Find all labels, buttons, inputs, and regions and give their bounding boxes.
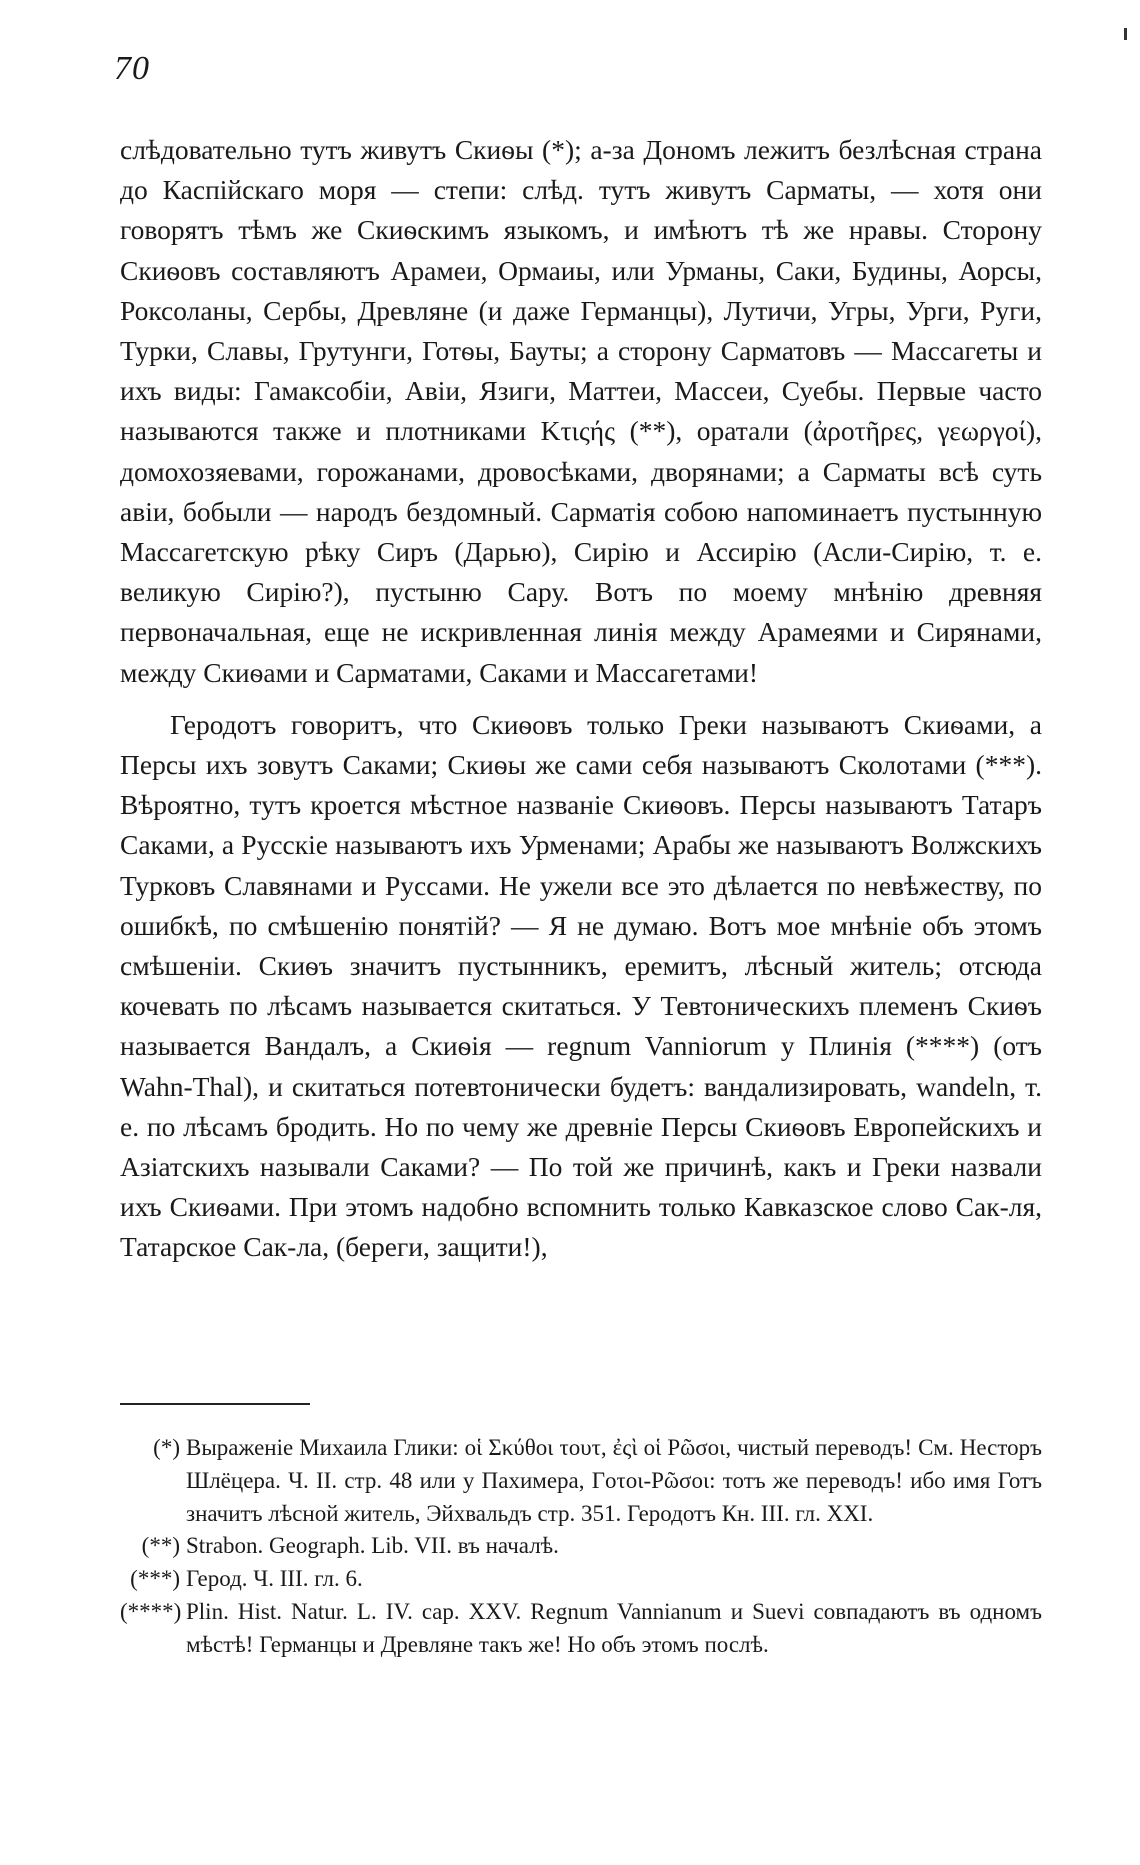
margin-mark	[1124, 28, 1127, 40]
body-text	[120, 130, 1042, 1268]
paragraph-1: слѣдовательно тутъ живутъ Скиѳы (*); а-за Дономъ лежитъ безлѣсная страна до Каспійскаго моря — степи: слѣд. тутъ живутъ Сарматы, — хотя они говорятъ тѣмъ же Скиѳскимъ языкомъ, и имѣютъ тѣ же нравы. Сторону Скиѳовъ составляютъ Арамеи, Ормаиы, или Урманы, Саки, Будины, Аорсы, Роксоланы, Сербы, Древляне (и даже Германцы), Лутичи, Угры, Урги, Руги, Турки, Славы, Грутунги, Готѳы, Бауты; а сторону Сарматовъ — Массагеты и ихъ виды: Гамаксобіи, Авіи, Язиги, Маттеи, Массеи, Суебы. Первые часто называются также и плотниками Κτιςής (**), оратали (ἀροτῆρες, γεωργοί), домохозяевами, горожанами, дровосѣками, дворянами; а Сарматы всѣ суть авіи, бобыли — народъ бездомный. Сарматія собою напоминаетъ пустынную Массагетскую рѣку Сиръ (Дарью), Сирію и Ассирію (Асли-Сирію, т. е. великую Сирію?), пустыню Сару. Вотъ по моему мнѣнію древняя первоначальная, еще не искривленная линія между Арамеями и Сирянами, между Скиѳами и Сарматами, Саками и Массагетами!	[120, 134, 1042, 688]
footnote-1	[120, 1432, 1042, 1530]
page-number: 70	[114, 50, 150, 87]
footnote-separator	[120, 1403, 310, 1405]
paragraph-2: Геродотъ говоритъ, что Скиѳовъ только Греки называютъ Скиѳами, а Персы ихъ зовутъ Саками; Скиѳы же сами себя называютъ Сколотами (***). Вѣроятно, тутъ кроется мѣстное названіе Скиѳовъ. Персы называютъ Татаръ Саками, а Русскіе называютъ ихъ Урменами; Арабы же называютъ Волжскихъ Турковъ Славянами и Руссами. Не ужели все это дѣлается по невѣжеству, по ошибкѣ, по смѣшенію понятій? — Я не думаю. Вотъ мое мнѣніе объ этомъ смѣшеніи. Скиѳъ значитъ пустынникъ, еремитъ, лѣсный житель; отсюда кочевать по лѣсамъ называется скитаться. У Тевтоническихъ племенъ Скиѳъ называется Вандалъ, а Скиѳія — regnum Vanniorum у Плинія (****) (отъ Wahn-Thal), и скитаться потевтонически будетъ: вандализировать, wandeln, т. е. по лѣсамъ бродить. Но по чему же древніе Персы Скиѳовъ Европейскихъ и Азіатскихъ называли Саками? — По той же причинѣ, какъ и Греки назвали ихъ Скиѳами. При этомъ надобно вспомнить только Кавказское слово Сак-ля, Татарское Сак-ла, (береги, защити!),	[120, 708, 1042, 1263]
footnote-text: Plin. Hist. Natur. L. IV. cap. XXV. Regnum Vannianum и Suevi совпадаютъ въ одномъ мѣстѣ! Германцы и Древляне такъ же! Но объ этомъ послѣ.	[186, 1598, 1042, 1657]
footnote-3	[120, 1563, 1042, 1596]
footnote-4	[120, 1596, 1042, 1662]
footnote-mark: (**)	[141, 1533, 180, 1559]
footnotes	[120, 1432, 1042, 1662]
footnote-text: Strabon. Geograph. Lib. VII. въ началѣ.	[186, 1533, 559, 1559]
footnote-2	[120, 1530, 1042, 1563]
footnote-mark: (****)	[120, 1598, 182, 1624]
footnote-mark: (***)	[130, 1566, 180, 1592]
footnote-text: Выраженіе Михаила Глики: οἱ Σκύθοι τουτ, ἐςὶ οἱ Ρῶσοι, чистый переводъ! См. Несторъ Шлёцера. Ч. II. стр. 48 или у Пахимера, Γοτοι-Ρῶσοι: тотъ же переводъ! ибо имя Готъ значитъ лѣсной житель, Эйхвальдъ стр. 351. Геродотъ Кн. III. гл. XXI.	[186, 1435, 1042, 1526]
footnote-text: Герод. Ч. III. гл. 6.	[186, 1566, 363, 1592]
footnote-mark: (*)	[153, 1435, 180, 1460]
